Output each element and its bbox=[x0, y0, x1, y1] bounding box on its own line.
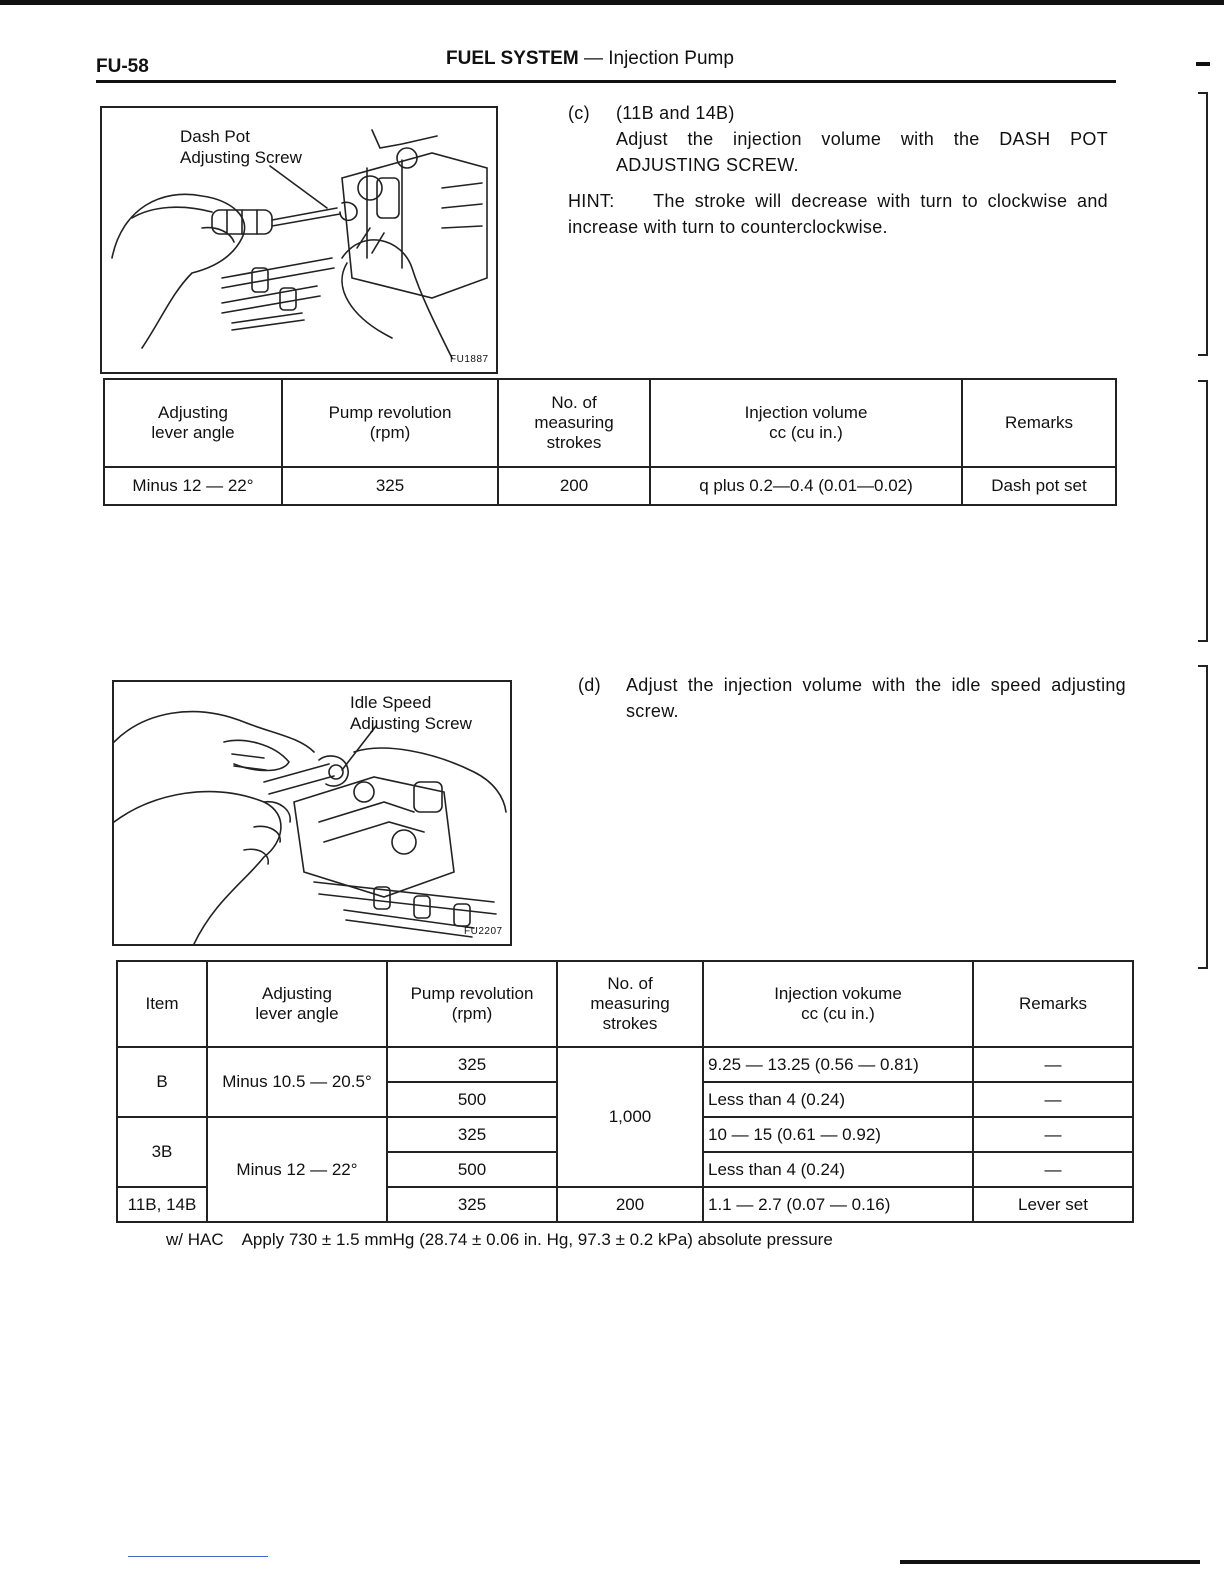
t2-head-strokes-line1: No. of bbox=[607, 974, 653, 993]
t2-head-angle-line2: lever angle bbox=[255, 1004, 339, 1023]
table2-item-b: B bbox=[117, 1047, 207, 1117]
table2-head-volume bbox=[703, 961, 973, 1047]
table2-header-row bbox=[117, 961, 1133, 1047]
margin-bracket-2 bbox=[1198, 380, 1208, 642]
table-row bbox=[117, 1047, 1133, 1082]
head-strokes-line3: strokes bbox=[546, 433, 602, 452]
table2-rev: 325 bbox=[387, 1187, 557, 1222]
hint-text: The stroke will decrease with turn to clockwise and increase with turn to counterclockwise. bbox=[568, 191, 1108, 237]
figure2-label bbox=[350, 692, 472, 734]
head-angle-line1: Adjusting bbox=[158, 403, 228, 422]
footnote-text: Apply 730 ± 1.5 mmHg (28.74 ± 0.06 in. Hg, 97.3 ± 0.2 kPa) absolute pressure bbox=[241, 1230, 833, 1249]
step-d-marker: (d) bbox=[578, 675, 601, 695]
t2-head-strokes-line3: strokes bbox=[602, 1014, 658, 1033]
table2-head-item: Item bbox=[117, 961, 207, 1047]
idle-speed-spec-table bbox=[116, 960, 1134, 1223]
table2-volume: Less than 4 (0.24) bbox=[703, 1082, 973, 1117]
t2-head-volume-line1: Injection vokume bbox=[774, 984, 902, 1003]
table2-volume: 1.1 — 2.7 (0.07 — 0.16) bbox=[703, 1187, 973, 1222]
head-rev-line2: (rpm) bbox=[369, 423, 411, 442]
step-c-text: Adjust the injection volume with the DASH POT ADJUSTING SCREW. bbox=[616, 129, 1108, 175]
table1-head-rev bbox=[282, 379, 498, 467]
table2-volume: 9.25 — 13.25 (0.56 — 0.81) bbox=[703, 1047, 973, 1082]
table2-rev: 325 bbox=[387, 1047, 557, 1082]
figure-dash-pot bbox=[100, 106, 498, 374]
table2-remarks: Lever set bbox=[973, 1187, 1133, 1222]
table2-head-rev bbox=[387, 961, 557, 1047]
hint-label: HINT: bbox=[568, 191, 615, 211]
table2-angle-other: Minus 12 — 22° bbox=[207, 1117, 387, 1222]
figure2-code: FU2207 bbox=[464, 926, 503, 937]
figure1-label bbox=[180, 126, 302, 168]
margin-bracket-1 bbox=[1198, 92, 1208, 356]
table2-strokes-last: 200 bbox=[557, 1187, 703, 1222]
t2-head-volume-line2: cc (cu in.) bbox=[801, 1004, 875, 1023]
table1-strokes: 200 bbox=[498, 467, 650, 505]
table1-volume: q plus 0.2—0.4 (0.01—0.02) bbox=[650, 467, 962, 505]
table1-head-strokes bbox=[498, 379, 650, 467]
table2-remarks: — bbox=[973, 1082, 1133, 1117]
section-title: FUEL SYSTEM bbox=[446, 48, 579, 69]
t2-head-strokes-line2: measuring bbox=[590, 994, 670, 1013]
step-d bbox=[578, 672, 1126, 724]
figure1-code: FU1887 bbox=[450, 354, 489, 365]
table2-remarks: — bbox=[973, 1117, 1133, 1152]
figure1-label-line1: Dash Pot bbox=[180, 127, 250, 146]
table2-item-3b: 3B bbox=[117, 1117, 207, 1187]
head-strokes-line2: measuring bbox=[534, 413, 614, 432]
table1-head-remarks: Remarks bbox=[962, 379, 1116, 467]
footnote-label: w/ HAC bbox=[166, 1230, 224, 1249]
figure2-label-line1: Idle Speed bbox=[350, 693, 432, 712]
table1-row bbox=[104, 467, 1116, 505]
table2-rev: 325 bbox=[387, 1117, 557, 1152]
head-volume-line2: cc (cu in.) bbox=[769, 423, 843, 442]
table2-angle-b: Minus 10.5 — 20.5° bbox=[207, 1047, 387, 1117]
footnote bbox=[166, 1230, 833, 1250]
t2-head-rev-line2: (rpm) bbox=[451, 1004, 493, 1023]
head-rev-line1: Pump revolution bbox=[328, 403, 452, 422]
running-head bbox=[446, 48, 734, 70]
bottom-scan-edge bbox=[900, 1560, 1200, 1564]
dash-pot-spec-table bbox=[103, 378, 1117, 506]
figure1-label-line2: Adjusting Screw bbox=[180, 148, 302, 167]
bottom-rule bbox=[128, 1556, 268, 1557]
head-volume-line1: Injection volume bbox=[744, 403, 868, 422]
table2-head-strokes bbox=[557, 961, 703, 1047]
subsection-title: Injection Pump bbox=[608, 48, 734, 69]
table1-head-volume bbox=[650, 379, 962, 467]
figure-idle-speed bbox=[112, 680, 512, 946]
table2-head-angle bbox=[207, 961, 387, 1047]
table2-remarks: — bbox=[973, 1047, 1133, 1082]
t2-head-angle-line1: Adjusting bbox=[262, 984, 332, 1003]
step-c-models: (11B and 14B) bbox=[616, 103, 735, 123]
header-rule bbox=[96, 80, 1116, 83]
t2-head-rev-line1: Pump revolution bbox=[410, 984, 534, 1003]
margin-dash bbox=[1196, 62, 1210, 66]
title-dash: — bbox=[578, 48, 609, 69]
table2-item-11b-14b: 11B, 14B bbox=[117, 1187, 207, 1222]
table1-header-row bbox=[104, 379, 1116, 467]
table1-rev: 325 bbox=[282, 467, 498, 505]
step-c bbox=[568, 100, 1108, 240]
table2-remarks: — bbox=[973, 1152, 1133, 1187]
step-c-hint bbox=[568, 188, 1108, 240]
table2-rev: 500 bbox=[387, 1152, 557, 1187]
head-angle-line2: lever angle bbox=[151, 423, 235, 442]
page-number: FU-58 bbox=[96, 56, 149, 77]
table1-remarks: Dash pot set bbox=[962, 467, 1116, 505]
table1-head-angle bbox=[104, 379, 282, 467]
table2-volume: 10 — 15 (0.61 — 0.92) bbox=[703, 1117, 973, 1152]
table2-volume: Less than 4 (0.24) bbox=[703, 1152, 973, 1187]
margin-bracket-3 bbox=[1198, 665, 1208, 969]
table2-head-remarks: Remarks bbox=[973, 961, 1133, 1047]
head-strokes-line1: No. of bbox=[551, 393, 597, 412]
step-c-marker: (c) bbox=[568, 103, 590, 123]
table1-angle: Minus 12 — 22° bbox=[104, 467, 282, 505]
figure2-label-line2: Adjusting Screw bbox=[350, 714, 472, 733]
table2-strokes-main: 1,000 bbox=[557, 1047, 703, 1187]
top-scan-edge bbox=[0, 0, 1224, 5]
table2-rev: 500 bbox=[387, 1082, 557, 1117]
step-d-text: Adjust the injection volume with the idle speed adjusting screw. bbox=[626, 675, 1126, 721]
